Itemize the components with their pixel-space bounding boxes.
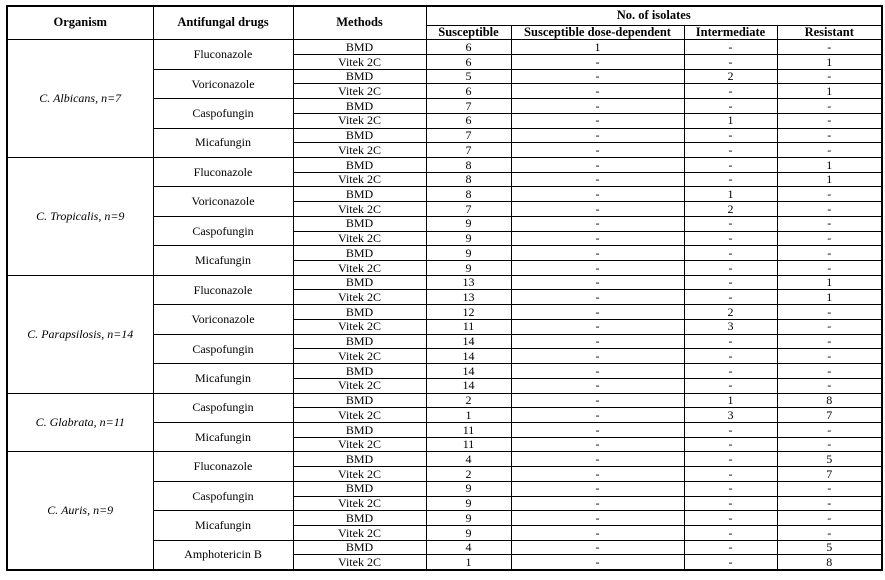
organism-cell: C. Glabrata, n=11 <box>7 393 153 452</box>
header-susceptible: Susceptible <box>426 25 511 40</box>
value-cell: 7 <box>426 99 511 114</box>
header-susceptible-dose-dependent: Susceptible dose-dependent <box>511 25 684 40</box>
value-cell: 8 <box>426 158 511 173</box>
drug-cell: Fluconazole <box>153 158 293 187</box>
value-cell: - <box>684 231 777 246</box>
value-cell: - <box>684 275 777 290</box>
value-cell: 2 <box>684 202 777 217</box>
method-cell: BMD <box>293 275 426 290</box>
value-cell: 2 <box>426 467 511 482</box>
value-cell: - <box>511 305 684 320</box>
header-methods: Methods <box>293 6 426 40</box>
value-cell: 7 <box>426 143 511 158</box>
value-cell: - <box>777 128 882 143</box>
value-cell: - <box>511 69 684 84</box>
table-body <box>7 40 882 570</box>
table-row <box>7 452 882 467</box>
value-cell: - <box>777 69 882 84</box>
value-cell: 11 <box>426 319 511 334</box>
value-cell: 7 <box>426 202 511 217</box>
value-cell: 2 <box>684 305 777 320</box>
header-organism: Organism <box>7 6 153 40</box>
value-cell: 8 <box>426 187 511 202</box>
value-cell: - <box>511 364 684 379</box>
value-cell: 1 <box>777 158 882 173</box>
value-cell: - <box>684 128 777 143</box>
organism-cell: C. Albicans, n=7 <box>7 40 153 158</box>
value-cell: - <box>511 319 684 334</box>
drug-cell: Caspofungin <box>153 99 293 128</box>
method-cell: Vitek 2C <box>293 437 426 452</box>
value-cell: 11 <box>426 422 511 437</box>
method-cell: BMD <box>293 99 426 114</box>
method-cell: Vitek 2C <box>293 172 426 187</box>
method-cell: Vitek 2C <box>293 54 426 69</box>
value-cell: 14 <box>426 364 511 379</box>
value-cell: - <box>777 422 882 437</box>
value-cell: 1 <box>684 393 777 408</box>
drug-cell: Micafungin <box>153 246 293 275</box>
drug-cell: Fluconazole <box>153 40 293 69</box>
header-intermediate: Intermediate <box>684 25 777 40</box>
method-cell: BMD <box>293 393 426 408</box>
value-cell: 1 <box>777 290 882 305</box>
value-cell: - <box>511 113 684 128</box>
value-cell: 9 <box>426 496 511 511</box>
drug-cell: Caspofungin <box>153 334 293 363</box>
value-cell: 8 <box>777 393 882 408</box>
value-cell: - <box>511 511 684 526</box>
value-cell: - <box>777 143 882 158</box>
method-cell: BMD <box>293 422 426 437</box>
value-cell: - <box>684 555 777 570</box>
value-cell: - <box>684 246 777 261</box>
value-cell: 1 <box>426 555 511 570</box>
value-cell: - <box>777 305 882 320</box>
value-cell: 9 <box>426 231 511 246</box>
table-header <box>7 6 882 40</box>
value-cell: - <box>511 437 684 452</box>
value-cell: 9 <box>426 261 511 276</box>
value-cell: - <box>511 452 684 467</box>
method-cell: BMD <box>293 540 426 555</box>
value-cell: 1 <box>426 408 511 423</box>
method-cell: Vitek 2C <box>293 467 426 482</box>
value-cell: - <box>511 467 684 482</box>
value-cell: - <box>511 246 684 261</box>
value-cell: 1 <box>777 172 882 187</box>
method-cell: BMD <box>293 481 426 496</box>
header-no-of-isolates: No. of isolates <box>426 6 882 25</box>
drug-cell: Voriconazole <box>153 69 293 98</box>
value-cell: 6 <box>426 54 511 69</box>
value-cell: - <box>511 481 684 496</box>
method-cell: Vitek 2C <box>293 555 426 570</box>
value-cell: - <box>777 202 882 217</box>
value-cell: - <box>684 143 777 158</box>
value-cell: - <box>684 99 777 114</box>
value-cell: - <box>511 422 684 437</box>
drug-cell: Micafungin <box>153 128 293 157</box>
value-cell: - <box>511 99 684 114</box>
drug-cell: Caspofungin <box>153 481 293 510</box>
value-cell: - <box>684 216 777 231</box>
value-cell: - <box>684 290 777 305</box>
value-cell: 11 <box>426 437 511 452</box>
value-cell: - <box>777 246 882 261</box>
value-cell: 9 <box>426 246 511 261</box>
value-cell: 8 <box>777 555 882 570</box>
method-cell: Vitek 2C <box>293 525 426 540</box>
value-cell: 12 <box>426 305 511 320</box>
method-cell: Vitek 2C <box>293 143 426 158</box>
value-cell: - <box>684 511 777 526</box>
method-cell: Vitek 2C <box>293 319 426 334</box>
susceptibility-table <box>6 5 883 571</box>
organism-cell: C. Auris, n=9 <box>7 452 153 570</box>
organism-cell: C. Tropicalis, n=9 <box>7 158 153 276</box>
method-cell: BMD <box>293 511 426 526</box>
method-cell: BMD <box>293 364 426 379</box>
value-cell: - <box>777 261 882 276</box>
value-cell: - <box>511 290 684 305</box>
value-cell: - <box>511 187 684 202</box>
value-cell: 1 <box>684 187 777 202</box>
value-cell: 1 <box>777 275 882 290</box>
value-cell: - <box>511 525 684 540</box>
value-cell: 14 <box>426 334 511 349</box>
value-cell: - <box>777 349 882 364</box>
value-cell: - <box>684 467 777 482</box>
method-cell: Vitek 2C <box>293 231 426 246</box>
method-cell: Vitek 2C <box>293 202 426 217</box>
value-cell: 7 <box>777 467 882 482</box>
value-cell: 13 <box>426 290 511 305</box>
value-cell: 6 <box>426 84 511 99</box>
value-cell: - <box>511 231 684 246</box>
value-cell: - <box>511 393 684 408</box>
value-cell: - <box>777 511 882 526</box>
drug-cell: Voriconazole <box>153 305 293 334</box>
value-cell: - <box>684 437 777 452</box>
value-cell: 1 <box>777 84 882 99</box>
method-cell: BMD <box>293 246 426 261</box>
method-cell: Vitek 2C <box>293 290 426 305</box>
value-cell: - <box>511 261 684 276</box>
method-cell: Vitek 2C <box>293 349 426 364</box>
value-cell: - <box>777 216 882 231</box>
table-row <box>7 158 882 173</box>
value-cell: 4 <box>426 452 511 467</box>
value-cell: - <box>511 84 684 99</box>
organism-cell: C. Parapsilosis, n=14 <box>7 275 153 393</box>
value-cell: - <box>511 496 684 511</box>
value-cell: - <box>777 231 882 246</box>
value-cell: - <box>511 172 684 187</box>
value-cell: 5 <box>777 452 882 467</box>
drug-cell: Fluconazole <box>153 275 293 304</box>
value-cell: 14 <box>426 349 511 364</box>
value-cell: 3 <box>684 408 777 423</box>
method-cell: BMD <box>293 452 426 467</box>
header-resistant: Resistant <box>777 25 882 40</box>
value-cell: - <box>511 143 684 158</box>
method-cell: Vitek 2C <box>293 408 426 423</box>
value-cell: 9 <box>426 216 511 231</box>
value-cell: 4 <box>426 540 511 555</box>
value-cell: - <box>511 275 684 290</box>
value-cell: - <box>511 349 684 364</box>
value-cell: - <box>684 452 777 467</box>
method-cell: Vitek 2C <box>293 261 426 276</box>
value-cell: 7 <box>426 128 511 143</box>
value-cell: - <box>511 216 684 231</box>
value-cell: 8 <box>426 172 511 187</box>
value-cell: - <box>777 481 882 496</box>
value-cell: 9 <box>426 481 511 496</box>
value-cell: - <box>684 334 777 349</box>
value-cell: - <box>511 408 684 423</box>
method-cell: BMD <box>293 128 426 143</box>
method-cell: Vitek 2C <box>293 84 426 99</box>
value-cell: - <box>777 40 882 55</box>
value-cell: - <box>684 84 777 99</box>
drug-cell: Micafungin <box>153 364 293 393</box>
value-cell: - <box>684 525 777 540</box>
method-cell: BMD <box>293 334 426 349</box>
value-cell: 1 <box>684 113 777 128</box>
method-cell: BMD <box>293 187 426 202</box>
value-cell: 3 <box>684 319 777 334</box>
value-cell: - <box>777 378 882 393</box>
value-cell: - <box>511 202 684 217</box>
method-cell: BMD <box>293 216 426 231</box>
value-cell: 5 <box>777 540 882 555</box>
drug-cell: Fluconazole <box>153 452 293 481</box>
value-cell: - <box>511 555 684 570</box>
value-cell: 2 <box>426 393 511 408</box>
header-row-1 <box>7 6 882 25</box>
header-antifungal-drugs: Antifungal drugs <box>153 6 293 40</box>
value-cell: - <box>684 349 777 364</box>
value-cell: - <box>777 437 882 452</box>
value-cell: - <box>511 334 684 349</box>
table-row <box>7 40 882 55</box>
table-row <box>7 275 882 290</box>
value-cell: 1 <box>511 40 684 55</box>
method-cell: Vitek 2C <box>293 496 426 511</box>
method-cell: BMD <box>293 158 426 173</box>
value-cell: 6 <box>426 113 511 128</box>
drug-cell: Caspofungin <box>153 216 293 245</box>
value-cell: - <box>777 113 882 128</box>
value-cell: - <box>511 540 684 555</box>
value-cell: - <box>777 99 882 114</box>
value-cell: - <box>684 496 777 511</box>
value-cell: - <box>777 187 882 202</box>
value-cell: - <box>511 378 684 393</box>
value-cell: - <box>684 54 777 69</box>
value-cell: 5 <box>426 69 511 84</box>
value-cell: 13 <box>426 275 511 290</box>
value-cell: 6 <box>426 40 511 55</box>
method-cell: BMD <box>293 305 426 320</box>
value-cell: - <box>777 496 882 511</box>
value-cell: - <box>684 422 777 437</box>
value-cell: - <box>777 334 882 349</box>
drug-cell: Micafungin <box>153 511 293 540</box>
table-row <box>7 393 882 408</box>
method-cell: BMD <box>293 40 426 55</box>
value-cell: 7 <box>777 408 882 423</box>
value-cell: 9 <box>426 525 511 540</box>
drug-cell: Micafungin <box>153 422 293 451</box>
value-cell: - <box>777 525 882 540</box>
value-cell: - <box>511 128 684 143</box>
value-cell: 9 <box>426 511 511 526</box>
method-cell: Vitek 2C <box>293 113 426 128</box>
value-cell: - <box>511 158 684 173</box>
value-cell: - <box>684 261 777 276</box>
drug-cell: Caspofungin <box>153 393 293 422</box>
value-cell: - <box>684 540 777 555</box>
value-cell: - <box>684 364 777 379</box>
value-cell: 14 <box>426 378 511 393</box>
value-cell: - <box>684 481 777 496</box>
value-cell: - <box>511 54 684 69</box>
drug-cell: Amphotericin B <box>153 540 293 569</box>
value-cell: - <box>777 319 882 334</box>
method-cell: BMD <box>293 69 426 84</box>
value-cell: - <box>684 172 777 187</box>
value-cell: - <box>684 378 777 393</box>
value-cell: 2 <box>684 69 777 84</box>
value-cell: - <box>684 40 777 55</box>
value-cell: - <box>684 158 777 173</box>
drug-cell: Voriconazole <box>153 187 293 216</box>
value-cell: - <box>777 364 882 379</box>
value-cell: 1 <box>777 54 882 69</box>
method-cell: Vitek 2C <box>293 378 426 393</box>
